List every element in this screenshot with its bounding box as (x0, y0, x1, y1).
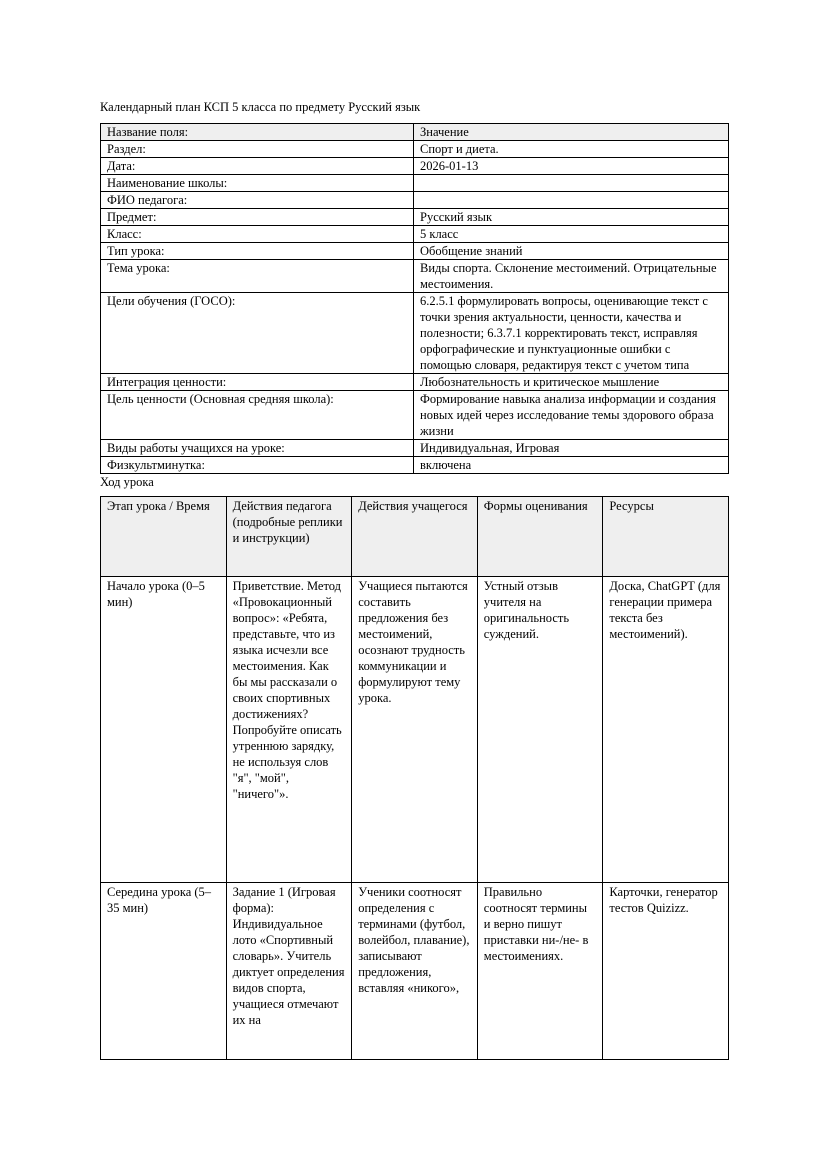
info-value: Виды спорта. Склонение местоимений. Отрицательные местоимения. (414, 260, 729, 293)
info-value (414, 175, 729, 192)
info-field: Класс: (101, 226, 414, 243)
info-value: 6.2.5.1 формулировать вопросы, оценивающие текст с точки зрения актуальности, ценности, качества и полезности; 6.3.7.1 корректировать текст, исправляя орфографические и пунктуационные ошибки с помощью словаря, редактируя текст с учетом типа (414, 293, 729, 374)
document-title: Календарный план КСП 5 класса по предмету Русский язык (100, 100, 421, 114)
info-value: Формирование навыка анализа информации и создания новых идей через исследование темы здорового образа жизни (414, 391, 729, 440)
teacher-actions-cell: Задание 1 (Игровая форма): Индивидуальное лото «Спортивный словарь». Учитель диктует определения видов спорта, учащиеся отмечают их на (226, 883, 352, 1060)
info-value: 5 класс (414, 226, 729, 243)
info-field: Тема урока: (101, 260, 414, 293)
info-field: ФИО педагога: (101, 192, 414, 209)
table-row (101, 192, 729, 209)
info-field: Виды работы учащихся на уроке: (101, 440, 414, 457)
header-teacher-actions: Действия педагога (подробные реплики и инструкции) (226, 497, 352, 577)
header-stage: Этап урока / Время (101, 497, 227, 577)
lesson-section-title: Ход урока (100, 475, 154, 489)
teacher-actions-cell: Приветствие. Метод «Провокационный вопрос»: «Ребята, представьте, что из языка исчезли все местоимения. Как бы мы рассказали о своих спортивных достижениях? Попробуйте описать утреннюю зарядку, не используя слов "я", "мой", "ничего"». (226, 577, 352, 883)
info-field: Интеграция ценности: (101, 374, 414, 391)
table-row (101, 209, 729, 226)
table-row (101, 175, 729, 192)
info-value: Спорт и диета. (414, 141, 729, 158)
table-row (101, 293, 729, 374)
table-row (101, 226, 729, 243)
header-assessment: Формы оценивания (477, 497, 603, 577)
info-table-header (101, 124, 729, 141)
info-value: включена (414, 457, 729, 474)
info-field: Дата: (101, 158, 414, 175)
info-header-field: Название поля: (101, 124, 414, 141)
assessment-cell: Устный отзыв учителя на оригинальность суждений. (477, 577, 603, 883)
document-page (100, 99, 728, 1060)
info-value: Русский язык (414, 209, 729, 226)
student-actions-cell: Учащиеся пытаются составить предложения без местоимений, осознают трудность коммуникации и формулируют тему урока. (352, 577, 478, 883)
info-table (100, 123, 729, 474)
table-row (101, 374, 729, 391)
info-field: Раздел: (101, 141, 414, 158)
assessment-cell: Правильно соотносят термины и верно пишут приставки ни-/не- в местоимениях. (477, 883, 603, 1060)
table-row (101, 457, 729, 474)
student-actions-cell: Ученики соотносят определения с терминами (футбол, волейбол, плавание), записывают предложения, вставляя «никого», (352, 883, 478, 1060)
info-value (414, 192, 729, 209)
table-row (101, 243, 729, 260)
lesson-table (100, 496, 729, 1060)
table-row (101, 260, 729, 293)
header-resources: Ресурсы (603, 497, 729, 577)
info-header-value: Значение (414, 124, 729, 141)
table-row (101, 440, 729, 457)
info-field: Тип урока: (101, 243, 414, 260)
info-field: Предмет: (101, 209, 414, 226)
info-value: Любознательность и критическое мышление (414, 374, 729, 391)
table-row (101, 883, 729, 1060)
table-row (101, 577, 729, 883)
stage-cell: Начало урока (0–5 мин) (101, 577, 227, 883)
info-value: Обобщение знаний (414, 243, 729, 260)
info-value: 2026-01-13 (414, 158, 729, 175)
resources-cell: Доска, ChatGPT (для генерации примера текста без местоимений). (603, 577, 729, 883)
info-field: Наименование школы: (101, 175, 414, 192)
stage-cell: Середина урока (5–35 мин) (101, 883, 227, 1060)
info-field: Физкультминутка: (101, 457, 414, 474)
header-student-actions: Действия учащегося (352, 497, 478, 577)
info-field: Цель ценности (Основная средняя школа): (101, 391, 414, 440)
resources-cell: Карточки, генератор тестов Quizizz. (603, 883, 729, 1060)
info-field: Цели обучения (ГОСО): (101, 293, 414, 374)
table-row (101, 158, 729, 175)
info-value: Индивидуальная, Игровая (414, 440, 729, 457)
table-row (101, 391, 729, 440)
lesson-table-header (101, 497, 729, 577)
table-row (101, 141, 729, 158)
